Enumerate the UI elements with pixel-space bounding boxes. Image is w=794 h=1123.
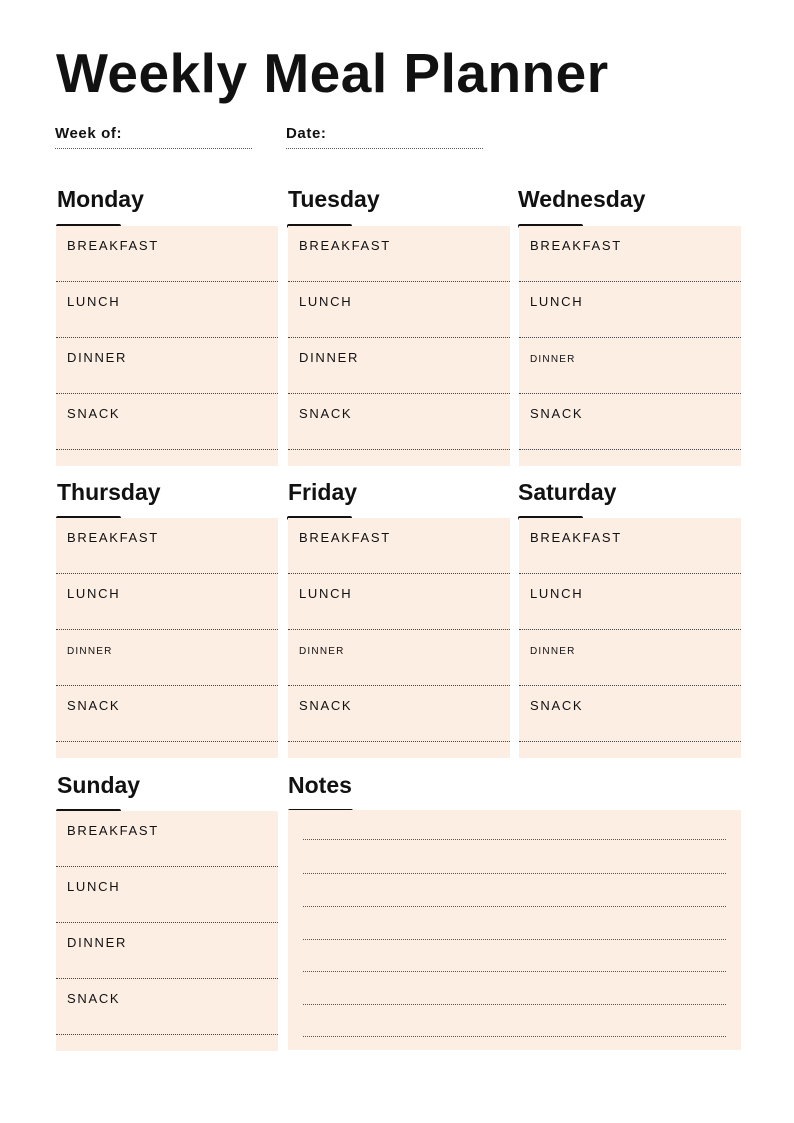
meal-slot-breakfast[interactable] [56,811,278,867]
meal-slot-breakfast[interactable] [288,518,510,574]
note-line [303,939,726,940]
meal-slot-dinner[interactable] [519,630,741,686]
meal-label-breakfast: BREAKFAST [299,530,391,545]
meal-label-dinner: DINNER [67,935,128,950]
meal-slot-lunch[interactable] [56,574,278,630]
day-heading-wednesday: Wednesday [518,186,646,212]
meal-label-breakfast: BREAKFAST [67,238,159,253]
meal-label-dinner: DINNER [299,350,360,365]
meal-label-snack: SNACK [530,698,584,713]
meal-slot-snack[interactable] [56,394,278,450]
meal-slot-lunch[interactable] [519,282,741,338]
day-heading-tuesday: Tuesday [288,186,380,212]
day-card-saturday [519,518,741,758]
meal-slot-dinner[interactable] [56,338,278,394]
day-heading-friday: Friday [288,479,358,505]
meal-slot-lunch[interactable] [288,574,510,630]
meal-slot-dinner[interactable] [288,630,510,686]
meal-label-snack: SNACK [299,698,353,713]
meal-label-breakfast: BREAKFAST [299,238,391,253]
day-heading-sunday: Sunday [57,772,141,798]
meal-slot-breakfast[interactable] [56,518,278,574]
meal-label-dinner: DINNER [530,646,576,657]
meal-label-dinner: DINNER [67,646,113,657]
meal-slot-dinner[interactable] [56,630,278,686]
meal-label-dinner: DINNER [299,646,345,657]
note-line [303,1036,726,1037]
meal-slot-snack[interactable] [519,394,741,450]
meal-label-breakfast: BREAKFAST [67,530,159,545]
meal-label-breakfast: BREAKFAST [530,238,622,253]
meal-slot-breakfast[interactable] [519,518,741,574]
meal-label-snack: SNACK [67,698,121,713]
note-line [303,971,726,972]
day-card-friday [288,518,510,758]
meal-label-dinner: DINNER [67,350,128,365]
day-heading-thursday: Thursday [57,479,161,505]
meal-slot-dinner[interactable] [56,923,278,979]
meal-slot-snack[interactable] [288,394,510,450]
meal-label-snack: SNACK [530,406,584,421]
meal-slot-snack[interactable] [56,979,278,1035]
meal-label-snack: SNACK [299,406,353,421]
meal-slot-lunch[interactable] [519,574,741,630]
meal-label-lunch: LUNCH [67,294,121,309]
week-of-field[interactable] [55,124,252,149]
meal-label-breakfast: BREAKFAST [530,530,622,545]
date-field[interactable] [286,124,483,149]
meal-label-lunch: LUNCH [299,294,353,309]
day-card-sunday [56,811,278,1051]
meal-slot-lunch[interactable] [288,282,510,338]
day-card-wednesday [519,226,741,466]
meal-slot-snack[interactable] [56,686,278,742]
meal-label-lunch: LUNCH [299,586,353,601]
meal-slot-breakfast[interactable] [519,226,741,282]
meal-label-dinner: DINNER [530,354,576,365]
day-heading-saturday: Saturday [518,479,617,505]
meal-slot-lunch[interactable] [56,867,278,923]
note-line [303,839,726,840]
meal-slot-snack[interactable] [288,686,510,742]
meal-label-lunch: LUNCH [530,586,584,601]
meal-label-lunch: LUNCH [530,294,584,309]
meal-slot-lunch[interactable] [56,282,278,338]
meal-slot-breakfast[interactable] [56,226,278,282]
page-title: Weekly Meal Planner [56,42,609,104]
date-label: Date: [286,125,327,142]
meal-label-snack: SNACK [67,991,121,1006]
note-line [303,1004,726,1005]
meal-label-lunch: LUNCH [67,586,121,601]
meal-slot-dinner[interactable] [519,338,741,394]
day-card-monday [56,226,278,466]
meal-label-snack: SNACK [67,406,121,421]
meal-slot-snack[interactable] [519,686,741,742]
note-line [303,906,726,907]
day-heading-monday: Monday [57,186,144,212]
meal-label-breakfast: BREAKFAST [67,823,159,838]
meal-label-lunch: LUNCH [67,879,121,894]
notes-heading: Notes [288,772,352,798]
note-line [303,873,726,874]
notes-area[interactable] [288,810,741,1050]
day-card-thursday [56,518,278,758]
week-of-label: Week of: [55,125,123,142]
meal-slot-breakfast[interactable] [288,226,510,282]
meal-slot-dinner[interactable] [288,338,510,394]
day-card-tuesday [288,226,510,466]
